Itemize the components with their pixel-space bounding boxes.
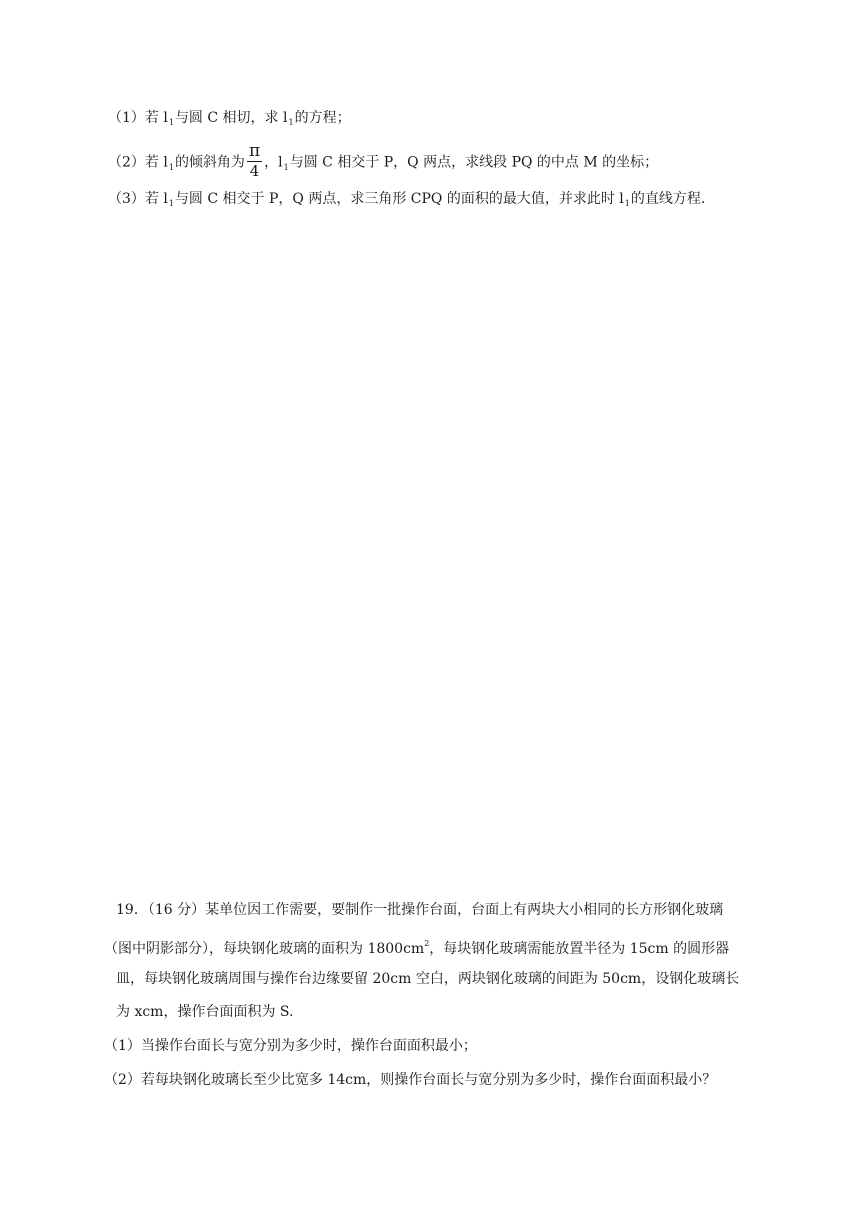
q19-line2-sup: 2 [424,939,430,948]
q18-part2-text-c: ，l [264,154,283,171]
q18-part3-text-b: 与圆 C 相交于 P，Q 两点，求三角形 CPQ 的面积的最大值，并求此时 l [174,191,624,207]
q19-line2-text-a: （图中阴影部分），每块钢化玻璃的面积为 1800cm [104,941,425,957]
q18-part3-text-c: 的直线方程. [630,191,706,207]
q18-part2-text-d: 与圆 C 相交于 P，Q 两点，求线段 PQ 的中点 M 的坐标； [289,154,659,171]
q18-part2-text-b: 的倾斜角为 [174,154,245,171]
q18-part1-sub1: 1 [168,118,174,127]
q19-line2-text-b: ，每块钢化玻璃需能放置半径为 15cm 的圆形器 [429,941,730,957]
q18-part2-text-a: （2）若 l [108,154,168,171]
q19-part2: （2）若每块钢化玻璃长至少比宽多 14cm，则操作台面长与宽分别为多少时，操作台面面积最小？ [104,1072,717,1088]
fraction-denominator: 4 [249,162,260,180]
q18-part2-sub1: 1 [168,162,174,172]
q19-line1: 19．（16 分）某单位因工作需要，要制作一批操作台面，台面上有两块大小相同的长方形钢化玻璃 [116,902,724,918]
q18-part2-sub2: 1 [283,162,289,172]
q19-line2 [104,934,729,959]
q18-part2 [108,141,659,181]
q19-line4: 为 xcm，操作台面面积为 S. [116,1004,294,1020]
q18-part3-sub1: 1 [168,199,174,208]
q18-part3-text-a: （3）若 l [108,191,168,207]
q19-part1: （1）当操作台面长与宽分别为多少时，操作台面面积最小； [104,1038,477,1054]
q18-part1-sub2: 1 [288,118,294,127]
q18-part1-text-a: （1）若 l [108,110,168,126]
q19-line3: 皿，每块钢化玻璃周围与操作台边缘要留 20cm 空白，两块钢化玻璃的间距为 50cm，设钢化玻璃长 [116,971,740,987]
q18-part3 [108,189,705,214]
q18-part1 [108,108,351,133]
q18-part3-sub2: 1 [624,199,630,208]
pi-over-four-fraction [247,142,262,179]
q18-part1-text-c: 的方程； [294,110,351,126]
fraction-numerator: π [248,141,261,161]
q18-part1-text-b: 与圆 C 相切，求 l [174,110,288,126]
